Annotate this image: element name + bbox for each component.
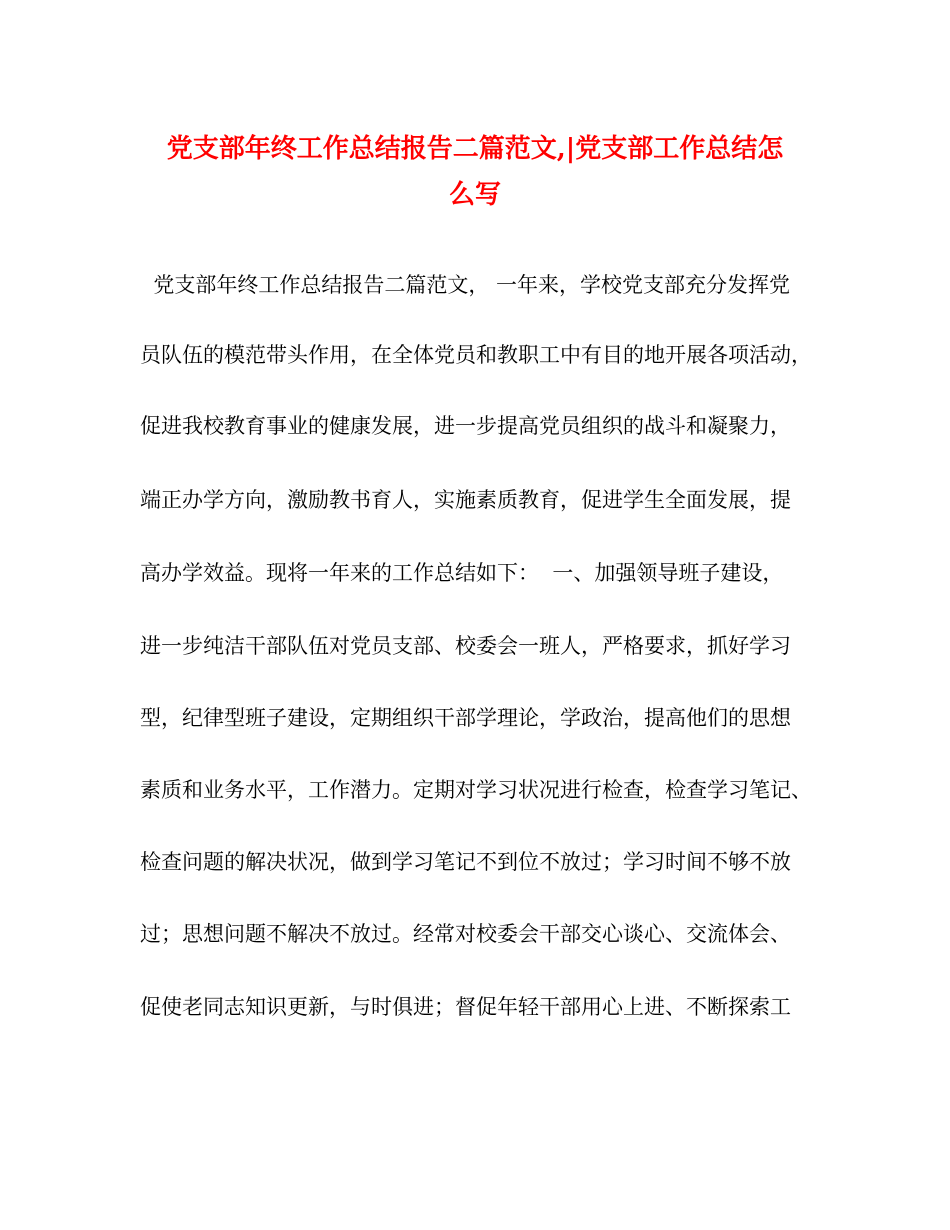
body-text-line: 进一步纯洁干部队伍对党员支部、校委会一班人，严格要求，抓好学习 [140, 634, 791, 658]
body-text-line: 型，纪律型班子建设，定期组织干部学理论，学政治，提高他们的思想 [140, 706, 791, 730]
body-text-line: 素质和业务水平，工作潜力。定期对学习状况进行检查，检查学习笔记、 [140, 778, 812, 802]
body-text-line: 党支部年终工作总结报告二篇范文， 一年来，学校党支部充分发挥党 [140, 273, 791, 297]
body-text-line: 检查问题的解决状况，做到学习笔记不到位不放过；学习时间不够不放 [140, 850, 791, 874]
body-text-line: 促进我校教育事业的健康发展，进一步提高党员组织的战斗和凝聚力， [140, 414, 791, 438]
body-text-line: 端正办学方向，激励教书育人，实施素质教育，促进学生全面发展，提 [140, 488, 791, 512]
body-text-line: 高办学效益。现将一年来的工作总结如下： 一、加强领导班子建设， [140, 561, 784, 585]
body-text-line: 过；思想问题不解决不放过。经常对校委会干部交心谈心、交流体会、 [140, 922, 791, 946]
document-title-line-1: 党支部年终工作总结报告二篇范文,|党支部工作总结怎 [166, 134, 784, 164]
body-text-line: 员队伍的模范带头作用，在全体党员和教职工中有目的地开展各项活动， [140, 343, 812, 367]
document-title-line-2: 么写 [448, 180, 501, 210]
body-text-line: 促使老同志知识更新，与时俱进；督促年轻干部用心上进、不断探索工 [140, 995, 791, 1019]
